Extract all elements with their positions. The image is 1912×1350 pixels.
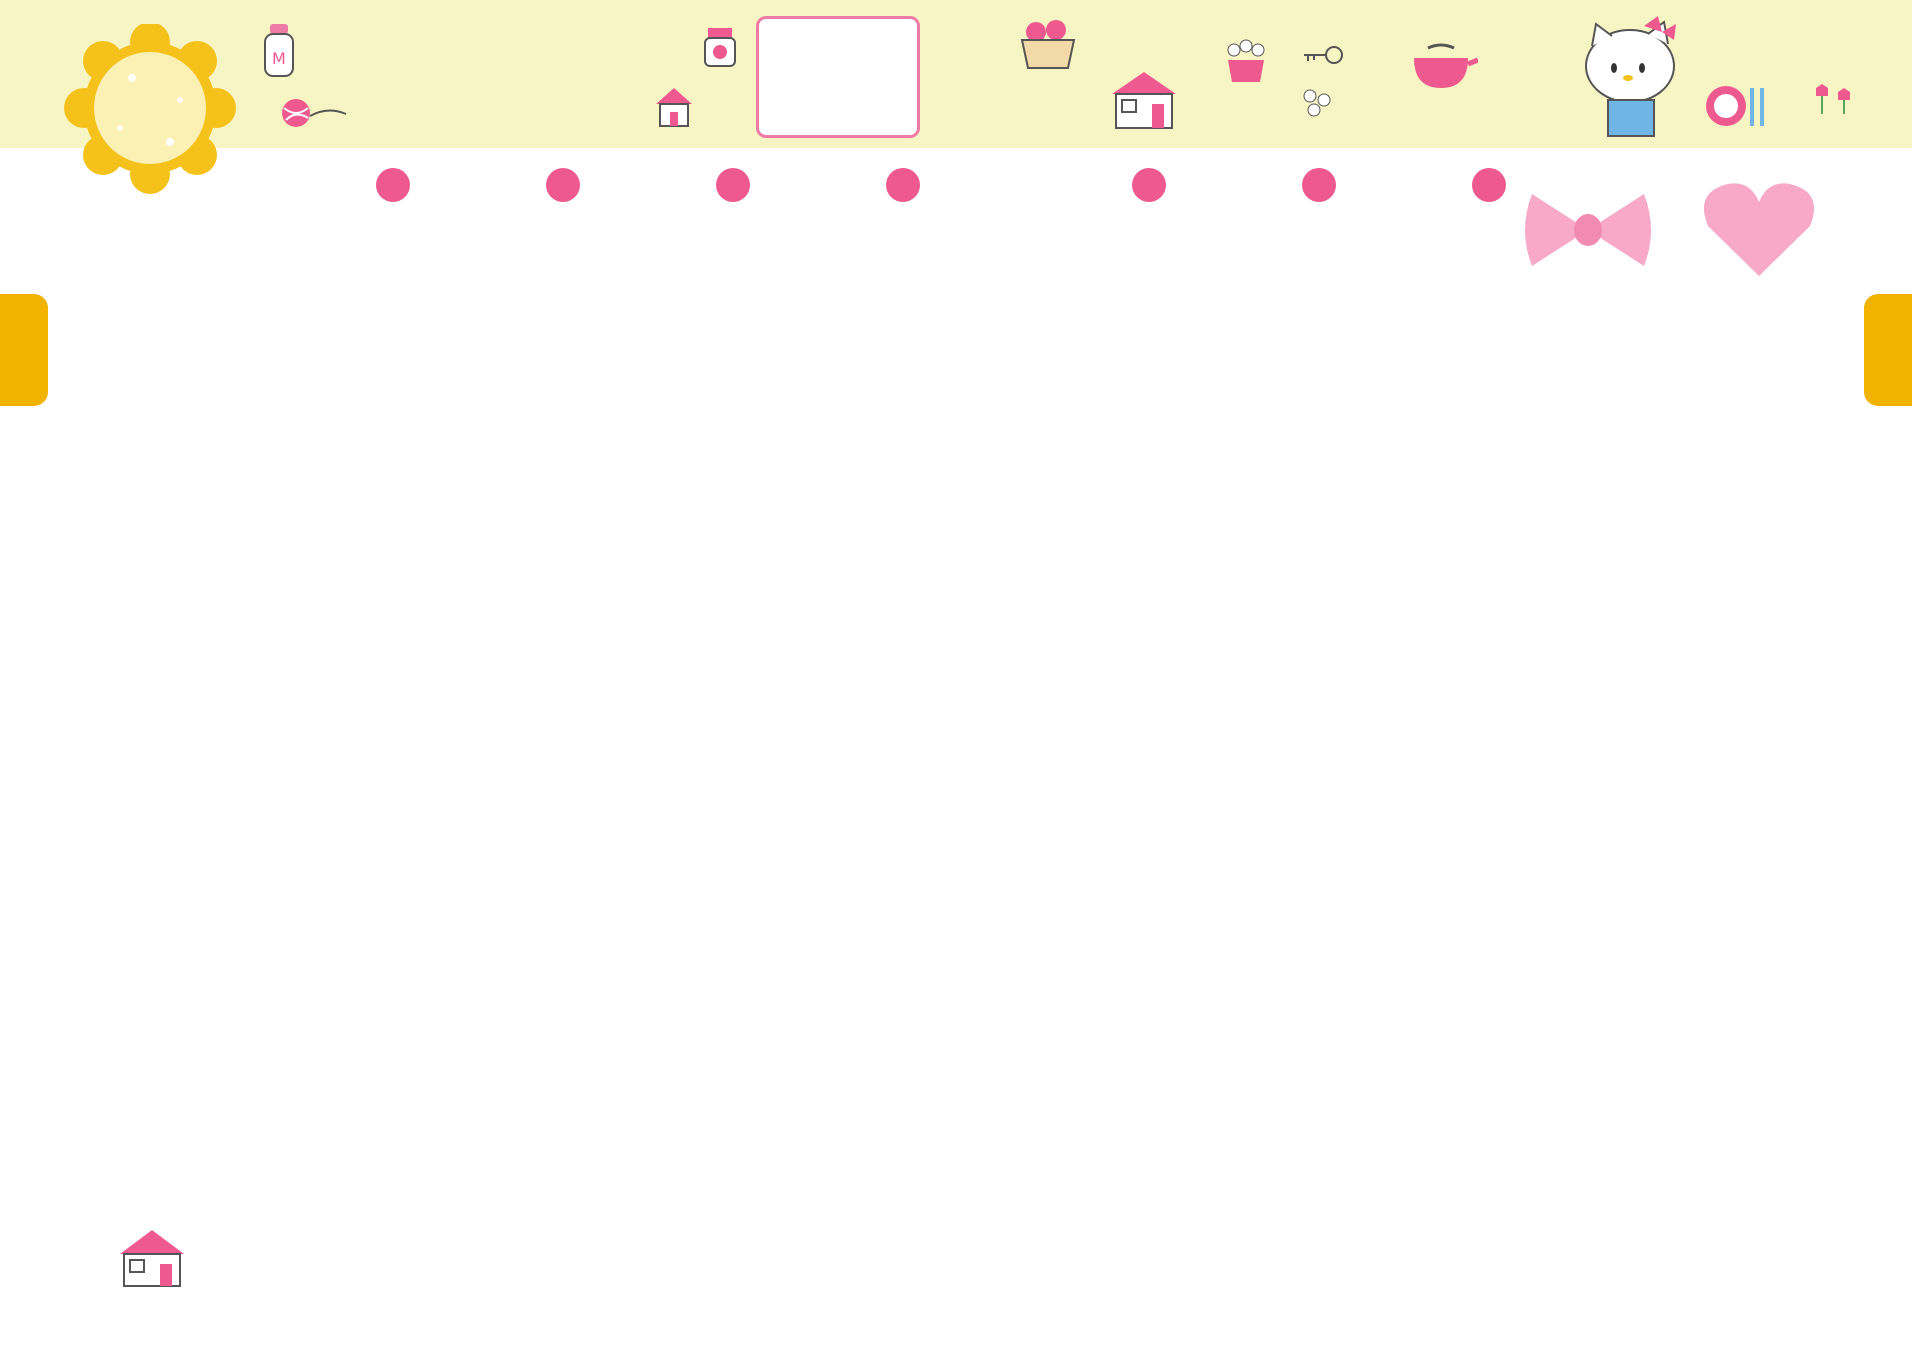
weekday-badge	[886, 168, 920, 202]
cal-day	[765, 70, 787, 85]
weekday-badge	[1472, 168, 1506, 202]
plate-cutlery-icon	[1704, 82, 1768, 130]
day-header	[750, 158, 920, 202]
cal-day	[787, 55, 809, 70]
cal-day	[787, 40, 809, 55]
cal-day	[765, 55, 787, 70]
month-badge-icon	[58, 24, 248, 194]
day-header	[1336, 158, 1506, 202]
cal-day	[874, 85, 896, 100]
house-small-icon	[650, 82, 698, 130]
milk-bottle-icon	[262, 22, 296, 80]
apple-basket-icon	[1018, 14, 1078, 72]
cal-day	[830, 40, 852, 55]
cal-weekday	[808, 25, 830, 40]
cal-weekday	[830, 25, 852, 40]
cal-day	[808, 55, 830, 70]
cal-day	[852, 70, 874, 85]
cal-day	[765, 100, 787, 115]
weekday-badge	[1132, 168, 1166, 202]
cal-day	[874, 40, 896, 55]
cal-day	[787, 100, 809, 115]
hello-kitty-icon	[1578, 12, 1688, 146]
flower-watering-can-icon	[1220, 38, 1280, 86]
cal-day	[852, 55, 874, 70]
cal-day	[787, 70, 809, 85]
cal-day	[874, 55, 896, 70]
cal-day	[765, 40, 787, 55]
weekday-badge	[376, 168, 410, 202]
cal-day	[808, 85, 830, 100]
cal-weekday	[765, 25, 787, 40]
side-tab-right[interactable]	[1864, 294, 1912, 406]
svg-text:M: M	[272, 49, 286, 68]
day-header	[410, 158, 580, 202]
cal-day	[830, 70, 852, 85]
cal-day	[787, 85, 809, 100]
key-icon	[1300, 44, 1346, 66]
cal-day	[852, 85, 874, 100]
yarn-ball-icon	[280, 96, 350, 130]
kettle-icon	[1404, 42, 1478, 92]
cal-day	[808, 70, 830, 85]
cal-day	[895, 70, 917, 85]
cal-day	[895, 85, 917, 100]
jam-jar-icon	[702, 26, 738, 68]
cal-weekday	[895, 25, 917, 40]
weekday-badge	[1302, 168, 1336, 202]
cal-day	[895, 55, 917, 70]
cal-weekday	[874, 25, 896, 40]
cal-day	[830, 55, 852, 70]
diary-house-icon	[116, 1226, 188, 1290]
tulips-icon	[1808, 82, 1860, 116]
day-header	[1166, 158, 1336, 202]
cal-day	[852, 40, 874, 55]
day-header	[240, 158, 410, 202]
mini-calendar	[756, 16, 920, 138]
side-tab-left[interactable]	[0, 294, 48, 406]
cal-day	[830, 85, 852, 100]
day-header	[996, 158, 1166, 202]
flowers-icon	[1300, 86, 1336, 120]
weekday-badge	[546, 168, 580, 202]
house-icon	[1108, 68, 1180, 130]
weekday-badge	[716, 168, 750, 202]
ribbon-icon	[1518, 184, 1658, 276]
cal-day	[874, 70, 896, 85]
heart-icon	[1700, 180, 1818, 280]
cal-day	[895, 40, 917, 55]
cal-day	[765, 85, 787, 100]
cal-weekday	[787, 25, 809, 40]
day-header	[580, 158, 750, 202]
cal-day	[808, 40, 830, 55]
cal-weekday	[852, 25, 874, 40]
